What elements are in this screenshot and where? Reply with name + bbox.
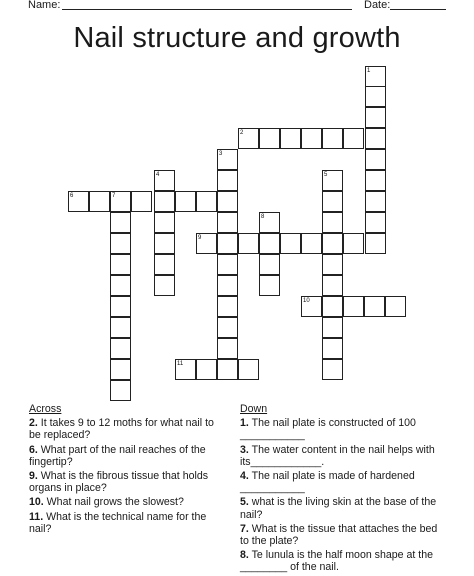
crossword-cell[interactable] bbox=[110, 296, 131, 317]
clue-item-text: The nail plate is made of hardened ___________ bbox=[240, 470, 415, 495]
crossword-cell[interactable] bbox=[217, 212, 238, 233]
clue-item-number: 3. bbox=[240, 443, 249, 456]
clue-item-number: 11. bbox=[29, 510, 44, 523]
clue-item bbox=[240, 417, 440, 441]
crossword-cell[interactable] bbox=[322, 233, 343, 254]
page-title: Nail structure and growth bbox=[73, 22, 401, 54]
crossword-cell[interactable] bbox=[365, 86, 386, 107]
clue-number: 1 bbox=[367, 68, 371, 74]
crossword-cell[interactable] bbox=[259, 254, 280, 275]
clue-number: 7 bbox=[112, 193, 116, 199]
name-label: Name: bbox=[28, 0, 61, 11]
crossword-cell[interactable] bbox=[365, 212, 386, 233]
crossword-cell[interactable] bbox=[175, 191, 196, 212]
clue-item-number: 6. bbox=[29, 443, 38, 456]
clue-item-number: 10. bbox=[29, 496, 44, 509]
down-heading: Down bbox=[240, 403, 268, 415]
crossword-cell[interactable] bbox=[238, 233, 259, 254]
date-line[interactable] bbox=[390, 9, 446, 10]
crossword-cell[interactable] bbox=[280, 128, 301, 149]
down-clues bbox=[240, 403, 440, 576]
crossword-cell[interactable] bbox=[110, 275, 131, 296]
clue-item-text: It takes 9 to 12 moths for what nail to be replaced? bbox=[29, 417, 214, 442]
crossword-cell[interactable] bbox=[322, 212, 343, 233]
across-clues bbox=[29, 403, 224, 537]
clue-item-text: Te lunula is the half moon shape at the ________ of the nail. bbox=[240, 549, 433, 574]
clue-item bbox=[29, 470, 224, 494]
clue-item-number: 4. bbox=[240, 470, 249, 483]
clue-item bbox=[29, 511, 224, 535]
crossword-cell[interactable] bbox=[280, 233, 301, 254]
clue-item-text: The nail plate is constructed of 100 ___________ bbox=[240, 417, 416, 442]
clue-item-number: 8. bbox=[240, 549, 249, 562]
clue-item-number: 2. bbox=[29, 417, 38, 430]
crossword-cell[interactable] bbox=[110, 254, 131, 275]
crossword-cell[interactable] bbox=[322, 275, 343, 296]
crossword-cell[interactable] bbox=[110, 380, 131, 401]
clue-number: 5 bbox=[324, 172, 328, 178]
clue-item bbox=[29, 496, 224, 508]
crossword-cell[interactable] bbox=[131, 191, 152, 212]
crossword-cell[interactable] bbox=[154, 191, 175, 212]
clue-number: 10 bbox=[303, 298, 310, 304]
crossword-cell[interactable] bbox=[365, 170, 386, 191]
crossword-cell[interactable] bbox=[238, 359, 259, 380]
clue-number: 8 bbox=[261, 214, 265, 220]
crossword-cell[interactable] bbox=[322, 296, 343, 317]
crossword-cell[interactable] bbox=[196, 191, 217, 212]
crossword-cell[interactable] bbox=[365, 191, 386, 212]
clue-number: 9 bbox=[198, 235, 202, 241]
crossword-cell[interactable] bbox=[217, 317, 238, 338]
clue-item-text: What is the tissue that attaches the bed to the plate? bbox=[240, 522, 438, 548]
crossword-cell[interactable] bbox=[217, 359, 238, 380]
crossword-cell[interactable] bbox=[343, 233, 364, 254]
crossword-cell[interactable] bbox=[365, 149, 386, 170]
clue-number: 3 bbox=[219, 151, 223, 157]
crossword-cell[interactable] bbox=[110, 233, 131, 254]
clue-item bbox=[29, 444, 224, 468]
crossword-cell[interactable] bbox=[322, 338, 343, 359]
crossword-cell[interactable] bbox=[343, 296, 364, 317]
crossword-cell[interactable] bbox=[217, 296, 238, 317]
clue-item bbox=[240, 496, 440, 520]
crossword-cell[interactable] bbox=[259, 128, 280, 149]
crossword-cell[interactable] bbox=[322, 254, 343, 275]
crossword-cell[interactable] bbox=[301, 128, 322, 149]
crossword-cell[interactable] bbox=[154, 275, 175, 296]
clue-item bbox=[29, 417, 224, 441]
name-line[interactable] bbox=[62, 9, 352, 10]
crossword-cell[interactable] bbox=[322, 191, 343, 212]
crossword-cell[interactable] bbox=[110, 338, 131, 359]
crossword-cell[interactable] bbox=[365, 233, 386, 254]
clue-item-number: 9. bbox=[29, 470, 38, 483]
date-label: Date: bbox=[364, 0, 391, 11]
crossword-cell[interactable] bbox=[217, 338, 238, 359]
crossword-cell[interactable] bbox=[365, 128, 386, 149]
crossword-cell[interactable] bbox=[217, 170, 238, 191]
across-heading: Across bbox=[29, 403, 62, 415]
clue-number: 11 bbox=[177, 361, 184, 367]
crossword-cell[interactable] bbox=[110, 359, 131, 380]
crossword-cell[interactable] bbox=[154, 233, 175, 254]
crossword-cell[interactable] bbox=[322, 317, 343, 338]
clue-item-text: The water content in the nail helps with its____________. bbox=[240, 443, 435, 468]
clue-number: 2 bbox=[240, 130, 244, 136]
clue-item-text: What is the technical name for the nail? bbox=[29, 510, 207, 535]
crossword-cell[interactable] bbox=[364, 296, 385, 317]
clue-item-text: What is the fibrous tissue that holds organs in place? bbox=[29, 470, 209, 495]
crossword-cell[interactable] bbox=[322, 128, 343, 149]
crossword-cell[interactable] bbox=[259, 233, 280, 254]
crossword-cell[interactable] bbox=[154, 254, 175, 275]
clue-item bbox=[240, 444, 440, 468]
crossword-cell[interactable] bbox=[259, 275, 280, 296]
crossword-cell[interactable] bbox=[385, 296, 406, 317]
worksheet-header bbox=[0, 0, 474, 12]
crossword-cell[interactable] bbox=[154, 212, 175, 233]
clue-number: 6 bbox=[70, 193, 74, 199]
crossword-cell[interactable] bbox=[196, 359, 217, 380]
crossword-cell[interactable] bbox=[365, 107, 386, 128]
crossword-cell[interactable] bbox=[217, 275, 238, 296]
clue-item-text: What part of the nail reaches of the fingertip? bbox=[29, 443, 206, 468]
clue-item-text: What nail grows the slowest? bbox=[43, 496, 184, 509]
crossword-cell[interactable] bbox=[110, 317, 131, 338]
crossword-cell[interactable] bbox=[322, 359, 343, 380]
crossword-cell[interactable] bbox=[301, 233, 322, 254]
crossword-cell[interactable] bbox=[217, 191, 238, 212]
clue-item-number: 7. bbox=[240, 522, 249, 535]
clue-item-text: what is the living skin at the base of the nail? bbox=[240, 496, 437, 521]
crossword-cell[interactable] bbox=[89, 191, 110, 212]
crossword-cell[interactable] bbox=[217, 233, 238, 254]
clue-item bbox=[240, 549, 440, 573]
clue-item bbox=[240, 470, 440, 494]
clue-item bbox=[240, 523, 440, 547]
clue-item-number: 5. bbox=[240, 496, 249, 509]
clue-number: 4 bbox=[156, 172, 160, 178]
crossword-cell[interactable] bbox=[110, 212, 131, 233]
crossword-cell[interactable] bbox=[343, 128, 364, 149]
clue-item-number: 1. bbox=[240, 417, 249, 430]
crossword-cell[interactable] bbox=[217, 254, 238, 275]
